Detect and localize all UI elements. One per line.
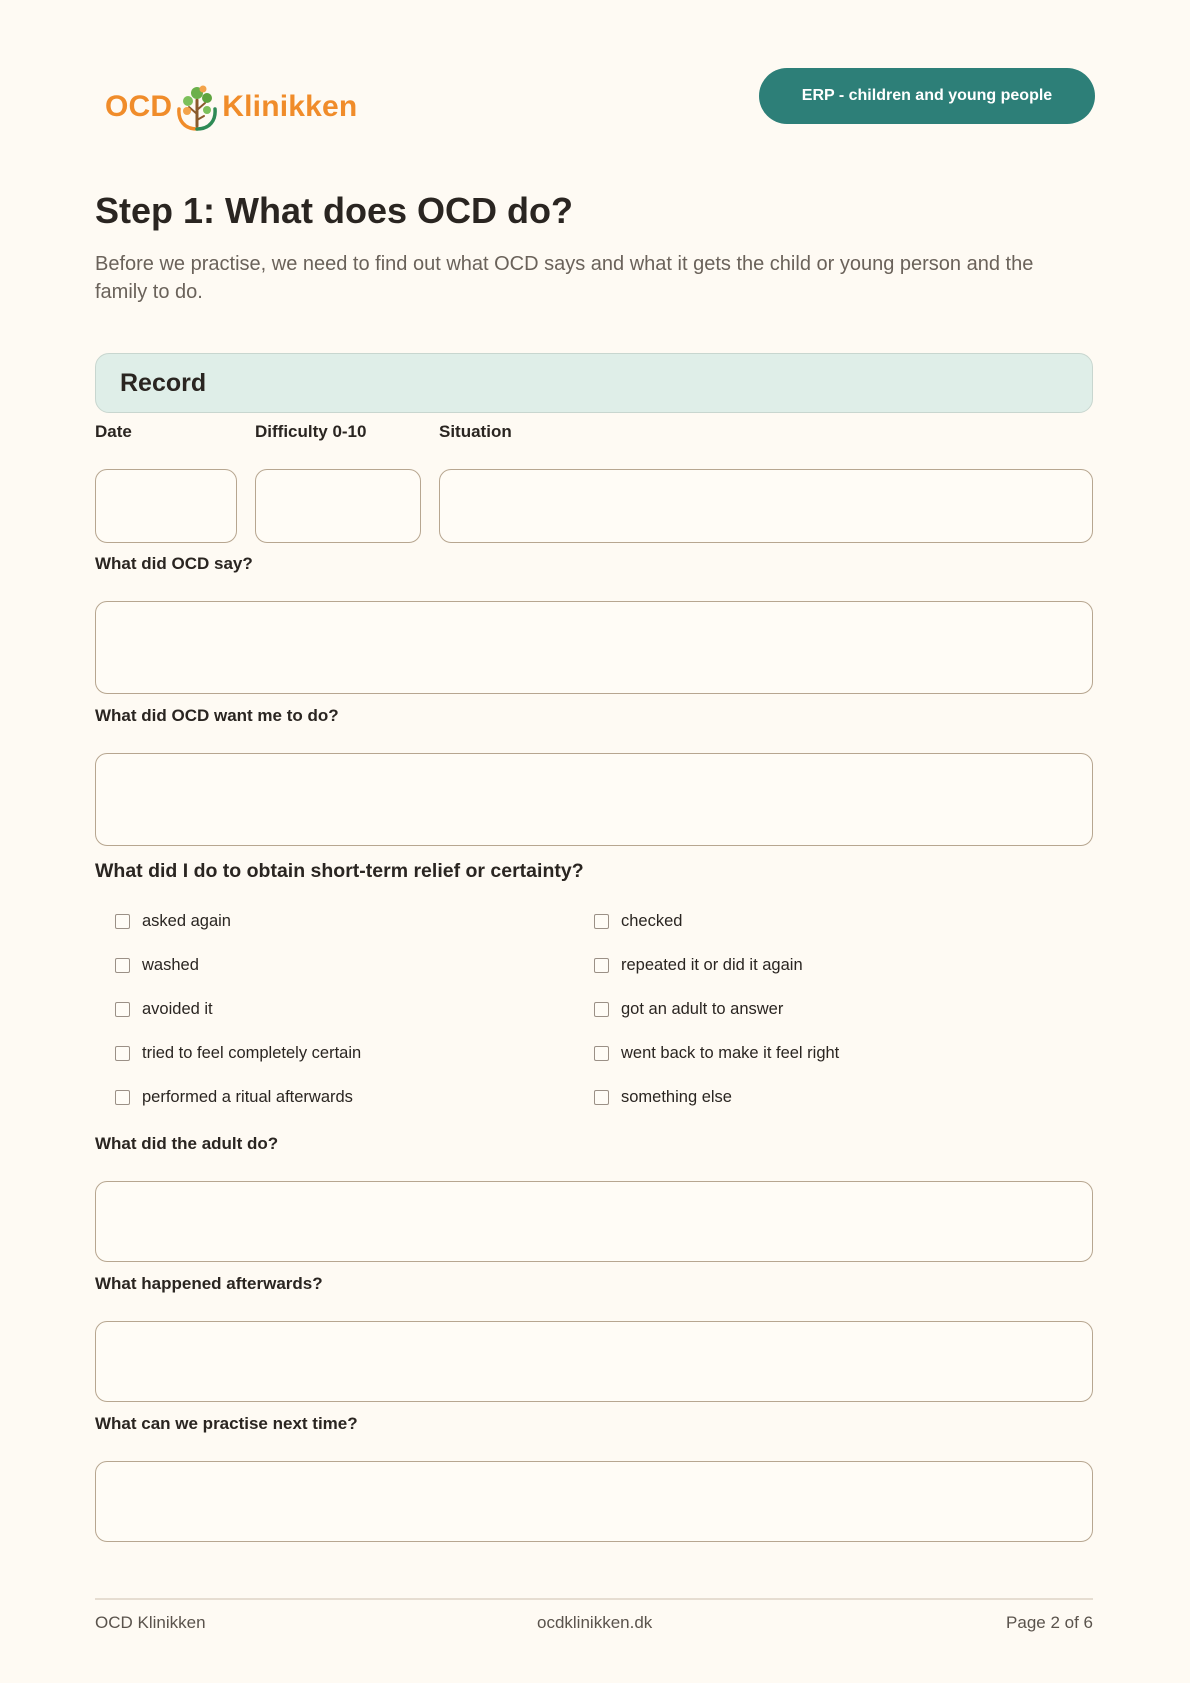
checkbox-icon[interactable] [594, 1090, 609, 1105]
ocd-say-field[interactable] [95, 601, 1093, 694]
ocd-want-field[interactable] [95, 753, 1093, 846]
checkbox-label: asked again [142, 912, 231, 930]
footer-page-number: Page 2 of 6 [1006, 1613, 1093, 1632]
checkbox-icon[interactable] [115, 1002, 130, 1017]
record-section-header [95, 353, 1093, 413]
checkbox-icon[interactable] [115, 1090, 130, 1105]
program-badge: ERP - children and young people [759, 68, 1095, 124]
date-field[interactable] [95, 469, 237, 543]
logo-text-klinikken: Klinikken [222, 90, 358, 123]
checkbox-feel-right[interactable] [594, 1044, 839, 1063]
ocd-want-label: What did OCD want me to do? [95, 706, 339, 725]
checkbox-icon[interactable] [115, 1046, 130, 1061]
checkbox-icon[interactable] [594, 914, 609, 929]
date-label: Date [95, 422, 132, 441]
page-title: Step 1: What does OCD do? [95, 190, 574, 231]
checkbox-label: went back to make it feel right [621, 1044, 840, 1062]
checkbox-icon[interactable] [594, 1046, 609, 1061]
checkbox-checked[interactable] [594, 912, 682, 931]
adult-field[interactable] [95, 1181, 1093, 1262]
checkbox-label: performed a ritual afterwards [142, 1088, 353, 1106]
checkbox-icon[interactable] [594, 958, 609, 973]
ocd-say-label: What did OCD say? [95, 554, 253, 573]
checkbox-ritual-afterwards[interactable] [115, 1088, 353, 1107]
afterwards-field[interactable] [95, 1321, 1093, 1402]
practise-field[interactable] [95, 1461, 1093, 1542]
footer-divider [95, 1598, 1093, 1600]
situation-field[interactable] [439, 469, 1093, 543]
logo [105, 78, 357, 136]
intro-text: Before we practise, we need to find out what OCD says and what it gets the child or young person and the family to do. [95, 253, 1034, 303]
checkbox-icon[interactable] [115, 958, 130, 973]
checkbox-feel-certain[interactable] [115, 1044, 361, 1063]
tree-logo-icon [174, 82, 220, 132]
adult-label: What did the adult do? [95, 1134, 279, 1153]
logo-text-ocd: OCD [105, 90, 173, 123]
checkbox-label: tried to feel completely certain [142, 1044, 362, 1062]
checkbox-icon[interactable] [115, 914, 130, 929]
checkbox-label: something else [621, 1088, 732, 1106]
checkbox-label: avoided it [142, 1000, 213, 1018]
checkbox-avoided-it[interactable] [115, 1000, 213, 1019]
difficulty-field[interactable] [255, 469, 421, 543]
checkbox-label: repeated it or did it again [621, 956, 803, 974]
checkbox-adult-answer[interactable] [594, 1000, 783, 1019]
relief-label: What did I do to obtain short-term relief or certainty? [95, 860, 584, 882]
difficulty-label: Difficulty 0-10 [255, 422, 367, 441]
checkbox-asked-again[interactable] [115, 912, 231, 931]
checkbox-something-else[interactable] [594, 1088, 732, 1107]
footer-left: OCD Klinikken [95, 1613, 206, 1632]
checkbox-washed[interactable] [115, 956, 199, 975]
checkbox-label: washed [142, 956, 199, 974]
checkbox-label: checked [621, 912, 683, 930]
checkbox-label: got an adult to answer [621, 1000, 784, 1018]
record-heading: Record [120, 368, 207, 397]
practise-label: What can we practise next time? [95, 1414, 358, 1433]
checkbox-repeated[interactable] [594, 956, 803, 975]
afterwards-label: What happened afterwards? [95, 1274, 323, 1293]
footer-website-link[interactable]: ocdklinikken.dk [537, 1613, 653, 1632]
checkbox-icon[interactable] [594, 1002, 609, 1017]
situation-label: Situation [439, 422, 512, 441]
